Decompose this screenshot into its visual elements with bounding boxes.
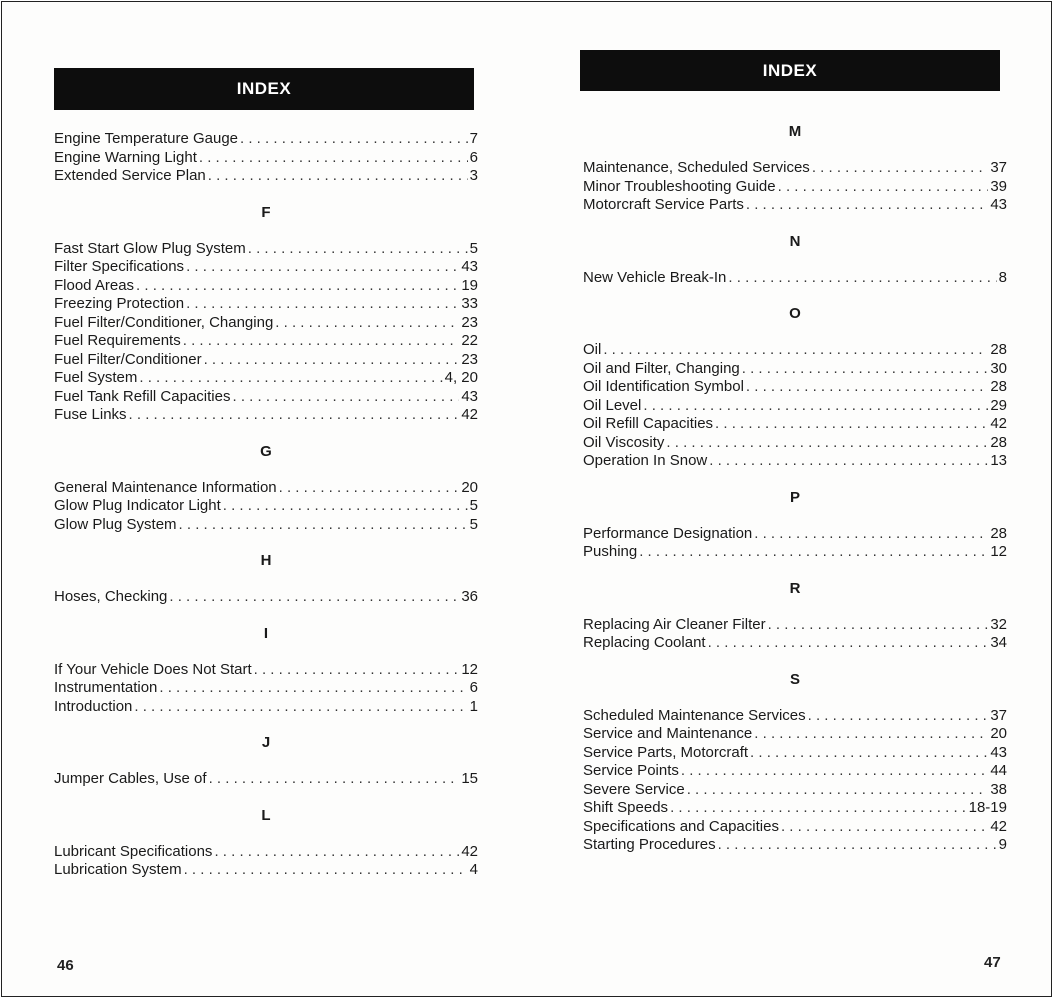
dot-leader (742, 360, 989, 379)
entry-page-number: 5 (469, 515, 478, 533)
entry-page-number: 18-19 (968, 799, 1007, 816)
entry-label: Hoses, Checking (54, 588, 168, 605)
index-entry (583, 159, 1007, 178)
dot-leader (209, 770, 460, 789)
index-entry (54, 351, 478, 370)
entry-label: Jumper Cables, Use of (54, 770, 207, 787)
entry-label: Fast Start Glow Plug System (54, 239, 246, 257)
index-entry (583, 762, 1007, 781)
entry-page-number: 6 (469, 148, 478, 166)
dot-leader (275, 314, 459, 333)
dot-leader (603, 341, 988, 360)
entry-label: Pushing (583, 543, 638, 560)
entry-page-number: 9 (998, 836, 1007, 853)
entry-label: Flood Areas (54, 276, 135, 294)
entry-label: Oil Level (583, 396, 642, 414)
entry-label: Service Points (583, 762, 679, 779)
dot-leader (681, 762, 988, 781)
entry-label: Filter Specifications (54, 258, 185, 275)
entry-label: Oil Identification Symbol (583, 378, 744, 395)
entry-page-number: 20 (461, 478, 478, 496)
index-entry (54, 167, 478, 186)
index-entry (54, 843, 478, 862)
entry-page-number: 12 (461, 660, 478, 678)
entry-page-number: 33 (461, 295, 478, 312)
entry-page-number: 28 (990, 341, 1007, 358)
dot-leader (139, 369, 442, 388)
entry-page-number: 42 (990, 415, 1007, 432)
index-list-right (583, 122, 1007, 855)
entry-label: Engine Temperature Gauge (54, 130, 239, 147)
entry-page-number: 37 (990, 159, 1007, 176)
page-number-left: 46 (57, 957, 74, 974)
entry-page-number: 28 (990, 524, 1007, 542)
dot-leader (184, 861, 468, 880)
entry-label: If Your Vehicle Does Not Start (54, 660, 252, 678)
dot-leader (214, 843, 459, 862)
dot-leader (666, 434, 988, 453)
entry-label: Lubrication System (54, 861, 182, 878)
index-entry (54, 479, 478, 498)
index-entry (583, 836, 1007, 855)
entry-label: Freezing Protection (54, 295, 185, 312)
index-entry (54, 277, 478, 296)
entry-label: Fuel Tank Refill Capacities (54, 387, 231, 405)
index-entry (583, 415, 1007, 434)
section-letter: S (789, 670, 800, 688)
entry-page-number: 44 (990, 762, 1007, 779)
index-entry (54, 295, 478, 314)
section-letter: O (789, 305, 801, 322)
entry-page-number: 12 (990, 543, 1007, 560)
entry-page-number: 37 (990, 706, 1007, 724)
entry-label: Performance Designation (583, 524, 753, 542)
index-entry (583, 269, 1007, 288)
dot-leader (715, 415, 988, 434)
entry-page-number: 29 (990, 396, 1007, 414)
entry-label: Fuse Links (54, 406, 127, 423)
index-banner-left: INDEX (54, 68, 474, 110)
dot-leader (708, 634, 989, 653)
index-entry (54, 497, 478, 516)
dot-leader (639, 543, 988, 562)
entry-page-number: 5 (469, 239, 478, 257)
dot-leader (204, 351, 460, 370)
entry-label: Fuel Filter/Conditioner (54, 350, 202, 368)
dot-leader (279, 479, 460, 498)
entry-page-number: 7 (469, 130, 478, 147)
dot-leader (223, 497, 468, 516)
dot-leader (670, 799, 967, 818)
entry-label: Glow Plug System (54, 515, 177, 533)
entry-label: Shift Speeds (583, 799, 669, 816)
dot-leader (746, 196, 988, 215)
entry-label: Service and Maintenance (583, 725, 753, 742)
index-entry (54, 679, 478, 698)
entry-label: Fuel Filter/Conditioner, Changing (54, 313, 274, 331)
entry-label: Replacing Coolant (583, 634, 706, 651)
right-page (529, 2, 1055, 996)
index-entry (583, 744, 1007, 763)
entry-page-number: 43 (990, 743, 1007, 761)
entry-page-number: 15 (461, 770, 478, 787)
index-entry (583, 397, 1007, 416)
dot-leader (179, 516, 468, 535)
entry-page-number: 32 (990, 615, 1007, 633)
index-entry (583, 799, 1007, 818)
entry-page-number: 42 (990, 817, 1007, 835)
index-entry (583, 341, 1007, 360)
index-entry (54, 516, 478, 535)
dot-leader (718, 836, 997, 855)
dot-leader (746, 378, 988, 397)
entry-page-number: 38 (990, 780, 1007, 798)
entry-page-number: 30 (990, 359, 1007, 377)
index-entry (583, 818, 1007, 837)
section-letter: I (263, 624, 269, 642)
entry-page-number: 23 (461, 313, 478, 331)
dot-leader (750, 744, 988, 763)
dot-leader (754, 725, 988, 744)
entry-page-number: 4, 20 (444, 369, 478, 386)
index-entry (583, 634, 1007, 653)
entry-label: Glow Plug Indicator Light (54, 497, 221, 514)
dot-leader (240, 130, 468, 149)
index-entry (583, 178, 1007, 197)
dot-leader (248, 240, 468, 259)
entry-label: Service Parts, Motorcraft (583, 743, 749, 761)
entry-page-number: 28 (990, 433, 1007, 451)
entry-label: Minor Troubleshooting Guide (583, 177, 776, 195)
entry-label: Replacing Air Cleaner Filter (583, 615, 766, 633)
entry-page-number: 43 (461, 387, 478, 405)
dot-leader (186, 295, 459, 314)
entry-page-number: 13 (990, 452, 1007, 469)
entry-label: Lubricant Specifications (54, 842, 213, 860)
index-entry (54, 861, 478, 880)
entry-label: Fuel System (54, 369, 138, 386)
index-entry (54, 369, 478, 388)
entry-label: New Vehicle Break-In (583, 268, 727, 286)
entry-page-number: 42 (461, 406, 478, 423)
entry-label: Starting Procedures (583, 836, 716, 853)
entry-page-number: 22 (461, 332, 478, 349)
dot-leader (728, 269, 996, 288)
index-entry (583, 378, 1007, 397)
entry-label: Engine Warning Light (54, 148, 197, 166)
entry-page-number: 42 (461, 842, 478, 860)
section-letter: G (260, 442, 272, 460)
entry-label: General Maintenance Information (54, 478, 277, 496)
entry-label: Specifications and Capacities (583, 817, 779, 835)
index-list-left (54, 130, 478, 880)
dot-leader (208, 167, 468, 186)
page-number-right: 47 (984, 954, 1001, 971)
index-entry (583, 525, 1007, 544)
dot-leader (254, 661, 460, 680)
dot-leader (812, 159, 989, 178)
entry-label: Extended Service Plan (54, 167, 206, 184)
entry-label: Oil (583, 341, 602, 358)
index-entry (583, 196, 1007, 215)
dot-leader (199, 149, 468, 168)
dot-leader (643, 397, 988, 416)
entry-page-number: 3 (469, 167, 478, 184)
index-entry (54, 332, 478, 351)
dot-leader (781, 818, 988, 837)
section-letter: J (261, 734, 271, 751)
index-entry (583, 434, 1007, 453)
dot-leader (687, 781, 989, 800)
entry-page-number: 23 (461, 350, 478, 368)
entry-label: Scheduled Maintenance Services (583, 706, 806, 724)
left-page (2, 2, 529, 996)
document-frame (1, 1, 1052, 997)
entry-label: Oil Viscosity (583, 433, 665, 451)
entry-page-number: 39 (990, 177, 1007, 195)
index-entry (583, 452, 1007, 471)
dot-leader (808, 707, 989, 726)
index-entry (54, 406, 478, 425)
index-entry (54, 240, 478, 259)
dot-leader (768, 616, 989, 635)
entry-page-number: 8 (998, 268, 1007, 286)
index-entry (54, 588, 478, 607)
index-entry (54, 149, 478, 168)
section-letter: R (789, 579, 801, 597)
entry-label: Instrumentation (54, 679, 158, 696)
entry-label: Maintenance, Scheduled Services (583, 159, 810, 176)
index-entry (583, 360, 1007, 379)
dot-leader (129, 406, 460, 425)
index-entry (54, 388, 478, 407)
entry-page-number: 20 (990, 725, 1007, 742)
entry-label: Introduction (54, 697, 133, 715)
entry-page-number: 28 (990, 378, 1007, 395)
dot-leader (778, 178, 989, 197)
index-entry (54, 698, 478, 717)
dot-leader (186, 258, 459, 277)
entry-page-number: 36 (461, 588, 478, 605)
index-entry (583, 725, 1007, 744)
index-entry (54, 130, 478, 149)
index-entry (54, 661, 478, 680)
entry-label: Oil and Filter, Changing (583, 359, 740, 377)
section-letter: P (789, 488, 800, 506)
section-letter: M (788, 123, 802, 140)
entry-page-number: 5 (469, 497, 478, 514)
index-entry (583, 781, 1007, 800)
index-entry (54, 770, 478, 789)
dot-leader (134, 698, 467, 717)
dot-leader (136, 277, 459, 296)
entry-page-number: 6 (469, 679, 478, 696)
dot-leader (754, 525, 988, 544)
dot-leader (159, 679, 467, 698)
entry-page-number: 43 (461, 258, 478, 275)
dot-leader (183, 332, 460, 351)
entry-label: Oil Refill Capacities (583, 415, 714, 432)
index-entry (583, 543, 1007, 562)
entry-page-number: 34 (990, 634, 1007, 651)
entry-label: Operation In Snow (583, 452, 708, 469)
index-entry (583, 616, 1007, 635)
index-entry (583, 707, 1007, 726)
index-banner-right: INDEX (580, 50, 1000, 91)
dot-leader (169, 588, 459, 607)
entry-page-number: 43 (990, 196, 1007, 213)
section-letter: N (789, 232, 801, 250)
entry-page-number: 1 (469, 697, 478, 715)
dot-leader (709, 452, 988, 471)
entry-page-number: 19 (461, 276, 478, 294)
section-letter: F (261, 203, 271, 221)
dot-leader (232, 388, 459, 407)
entry-label: Motorcraft Service Parts (583, 196, 744, 213)
index-entry (54, 314, 478, 333)
entry-page-number: 4 (469, 861, 478, 878)
section-letter: H (260, 552, 272, 569)
section-letter: L (261, 806, 271, 824)
entry-label: Fuel Requirements (54, 332, 181, 349)
index-entry (54, 258, 478, 277)
entry-label: Severe Service (583, 780, 685, 798)
